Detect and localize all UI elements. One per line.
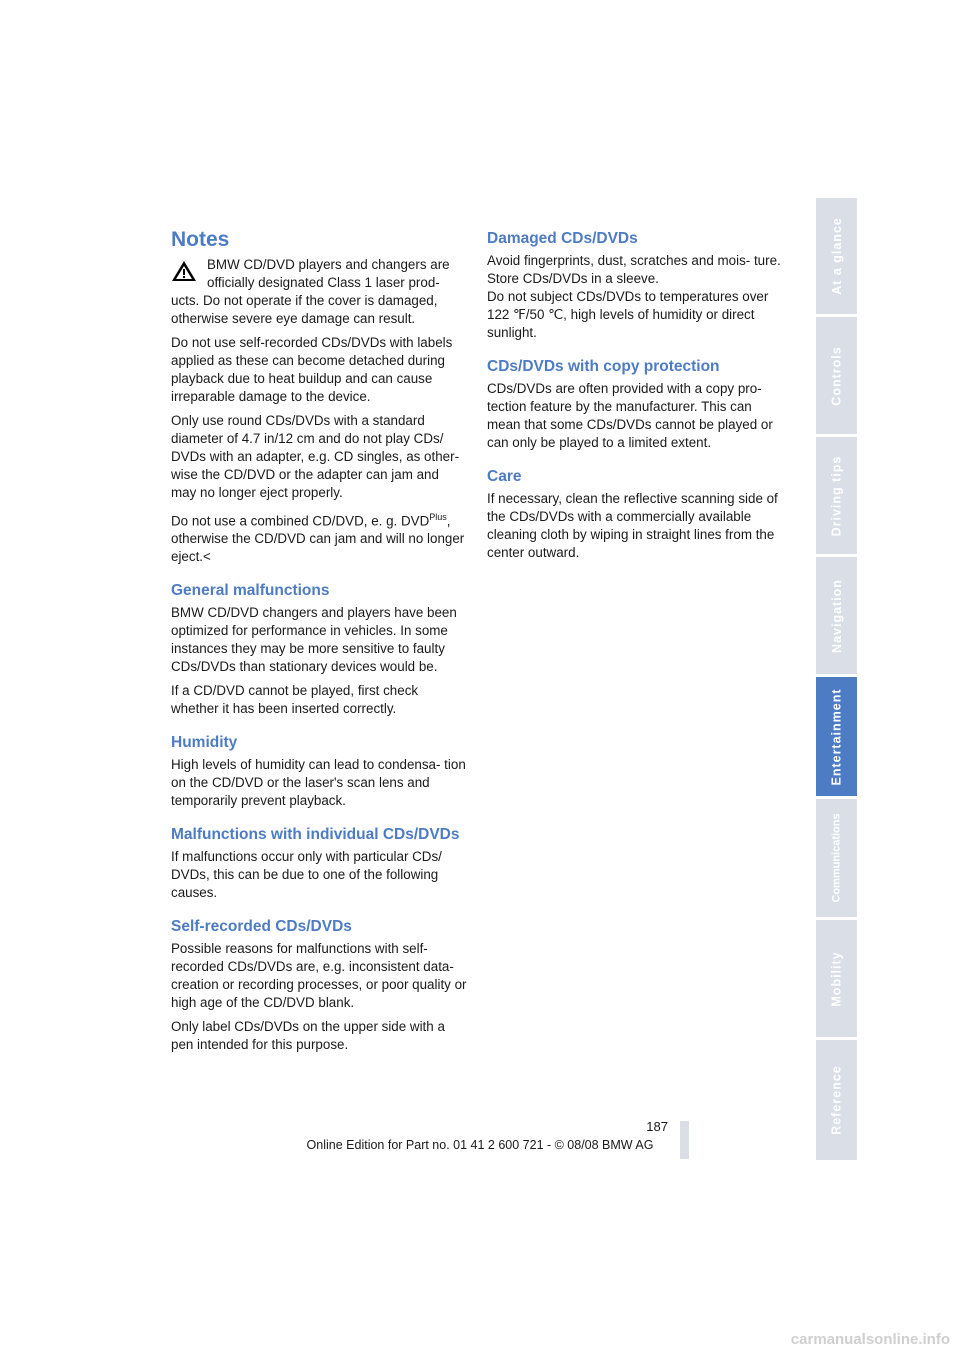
warning-lead: BMW CD/DVD players and changers are officially designated Class 1 laser prod- [207,257,450,290]
plus-superscript: Plus [429,512,447,522]
page-number-bar [680,1121,689,1159]
end-marker: < [203,549,211,565]
general-malfunctions-heading: General malfunctions [171,582,330,600]
damaged-text-2: Store CDs/DVDs in a sleeve. [487,271,659,286]
care-text: If necessary, clean the reflective scanning side of the CDs/DVDs with a commercially available cleaning cloth by wiping in straight lines from the center outward. [487,491,778,560]
individual-malfunctions-heading: Malfunctions with individual CDs/DVDs [171,826,460,844]
self-recorded-text-1: Possible reasons for malfunctions with self- recorded CDs/DVDs are, e.g. inconsistent data- creation or recording processes, or poor quality or high age of the CD/DVD blank. [171,941,467,1011]
copy-protection-heading: CDs/DVDs with copy protection [487,358,720,375]
chapter-tabs [816,198,857,1160]
tab-at-a-glance[interactable]: At a glance [816,198,857,314]
individual-malfunctions-text: If malfunctions occur only with particular CDs/ DVDs, this can be due to one of the following causes. [171,849,442,901]
section-title: Notes [171,228,230,251]
tab-entertainment[interactable]: Entertainment [816,677,857,796]
warning-text-4: Do not use a combined CD/DVD, e. g. $DVD^{Plus}$, otherwise the CD/DVD can jam and will no longer eject.< [171,512,465,565]
copy-protection-text: CDs/DVDs are often provided with a copy pro- tection feature by the manufacturer. This can mean that some CDs/DVDs cannot be played or can only be played to a limited extent. [487,381,773,450]
watermark: carmanualsonline.info [790,1331,950,1348]
damaged-text-1: Avoid fingerprints, dust, scratches and mois- ture. [487,253,781,268]
right-column [487,230,783,568]
tab-mobility[interactable]: Mobility [816,920,857,1037]
left-column [171,222,467,1060]
tab-navigation[interactable]: Navigation [816,557,857,674]
humidity-text: High levels of humidity can lead to condensa- tion on the CD/DVD or the laser's scan lens and temporarily prevent playback. [171,757,466,809]
tab-driving-tips[interactable]: Driving tips [816,437,857,554]
warning-text-1: ucts. Do not operate if the cover is damaged, otherwise severe eye damage can result. [171,293,438,326]
warning-triangle-icon [171,259,197,282]
damaged-heading: Damaged CDs/DVDs [487,230,638,247]
care-heading: Care [487,468,522,485]
tab-communications[interactable]: Communications [816,799,857,917]
general-malfunctions-text-2: If a CD/DVD cannot be played, first check whether it has been inserted correctly. [171,683,419,717]
humidity-heading: Humidity [171,734,238,752]
warning-text-2: Do not use self-recorded CDs/DVDs with labels applied as these can become detached during playback due to heat buildup and can cause irreparable damage to the device. [171,335,453,404]
footer-edition-note: Online Edition for Part no. 01 41 2 600 721 - © 08/08 BMW AG [306,1138,654,1152]
self-recorded-text-2: Only label CDs/DVDs on the upper side with a pen intended for this purpose. [171,1019,445,1053]
self-recorded-heading: Self-recorded CDs/DVDs [171,918,352,936]
tab-reference[interactable]: Reference [816,1040,857,1160]
warning-block [171,256,467,566]
damaged-text-3: Do not subject CDs/DVDs to temperatures over 122 ℉/50 ℃, high levels of humidity or direct sunlight. [487,289,769,340]
warning-text-3: Only use round CDs/DVDs with a standard diameter of 4.7 in/12 cm and do not play CDs/ DVDs with an adapter, e.g. CD singles, as other- wise the CD/DVD or the adapter can jam and may no longer eject properly. [171,413,460,500]
general-malfunctions-text-1: BMW CD/DVD changers and players have been optimized for performance in vehicles. In some instances they may be more sensitive to faulty CDs/DVDs than stationary devices would be. [171,605,457,675]
tab-controls[interactable]: Controls [816,317,857,434]
page-number: 187 [646,1119,668,1134]
